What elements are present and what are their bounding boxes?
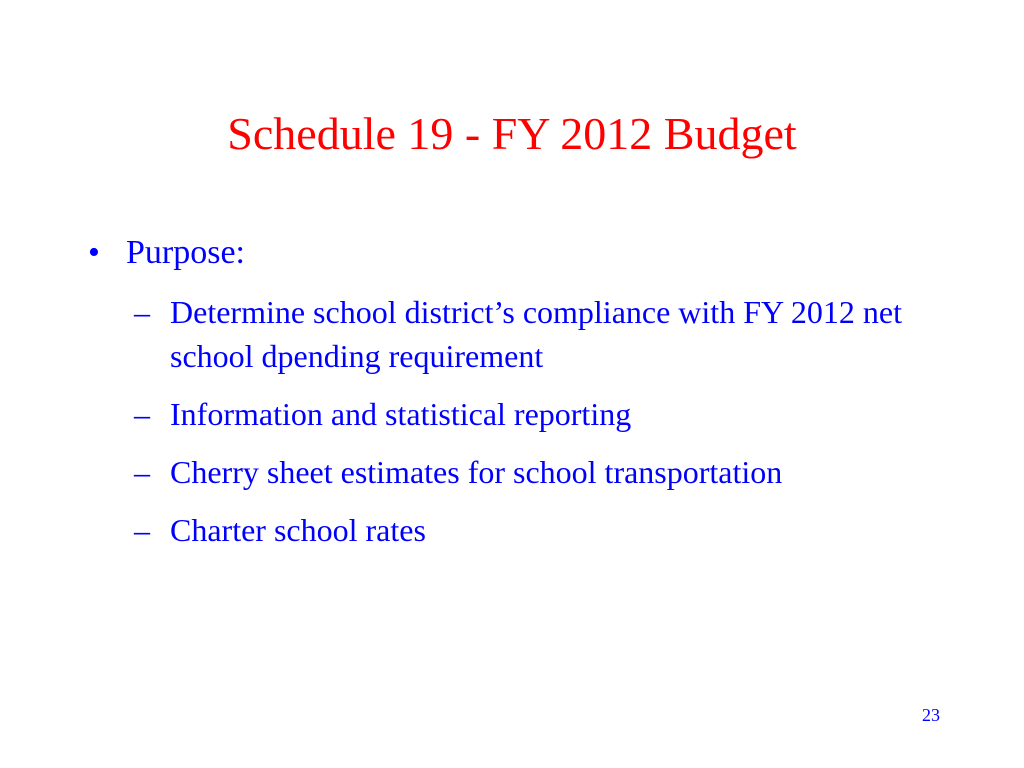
sub-bullet-marker: – (134, 294, 150, 330)
sub-bullet-charter-rates (82, 508, 962, 552)
sub-bullet-marker: – (134, 454, 150, 490)
bullet-text: Purpose: (126, 234, 245, 271)
sub-bullet-text: Determine school district’s compliance with FY 2012 net school dpending requirement (170, 294, 902, 374)
sub-bullet-text: Information and statistical reporting (170, 396, 632, 432)
sub-bullet-text: Charter school rates (170, 512, 426, 548)
sub-bullet-marker: – (134, 512, 150, 548)
sub-bullet-list (82, 290, 962, 552)
sub-bullet-marker: – (134, 396, 150, 432)
sub-bullet-reporting (82, 392, 962, 436)
bullet-marker: • (88, 234, 100, 271)
sub-bullet-text: Cherry sheet estimates for school transportation (170, 454, 783, 490)
sub-bullet-compliance (82, 290, 962, 378)
slide-body (82, 230, 962, 566)
sub-bullet-transportation (82, 450, 962, 494)
page-number: 23 (922, 705, 940, 725)
slide-title: Schedule 19 - FY 2012 Budget (227, 108, 797, 159)
bullet-purpose (82, 230, 962, 276)
